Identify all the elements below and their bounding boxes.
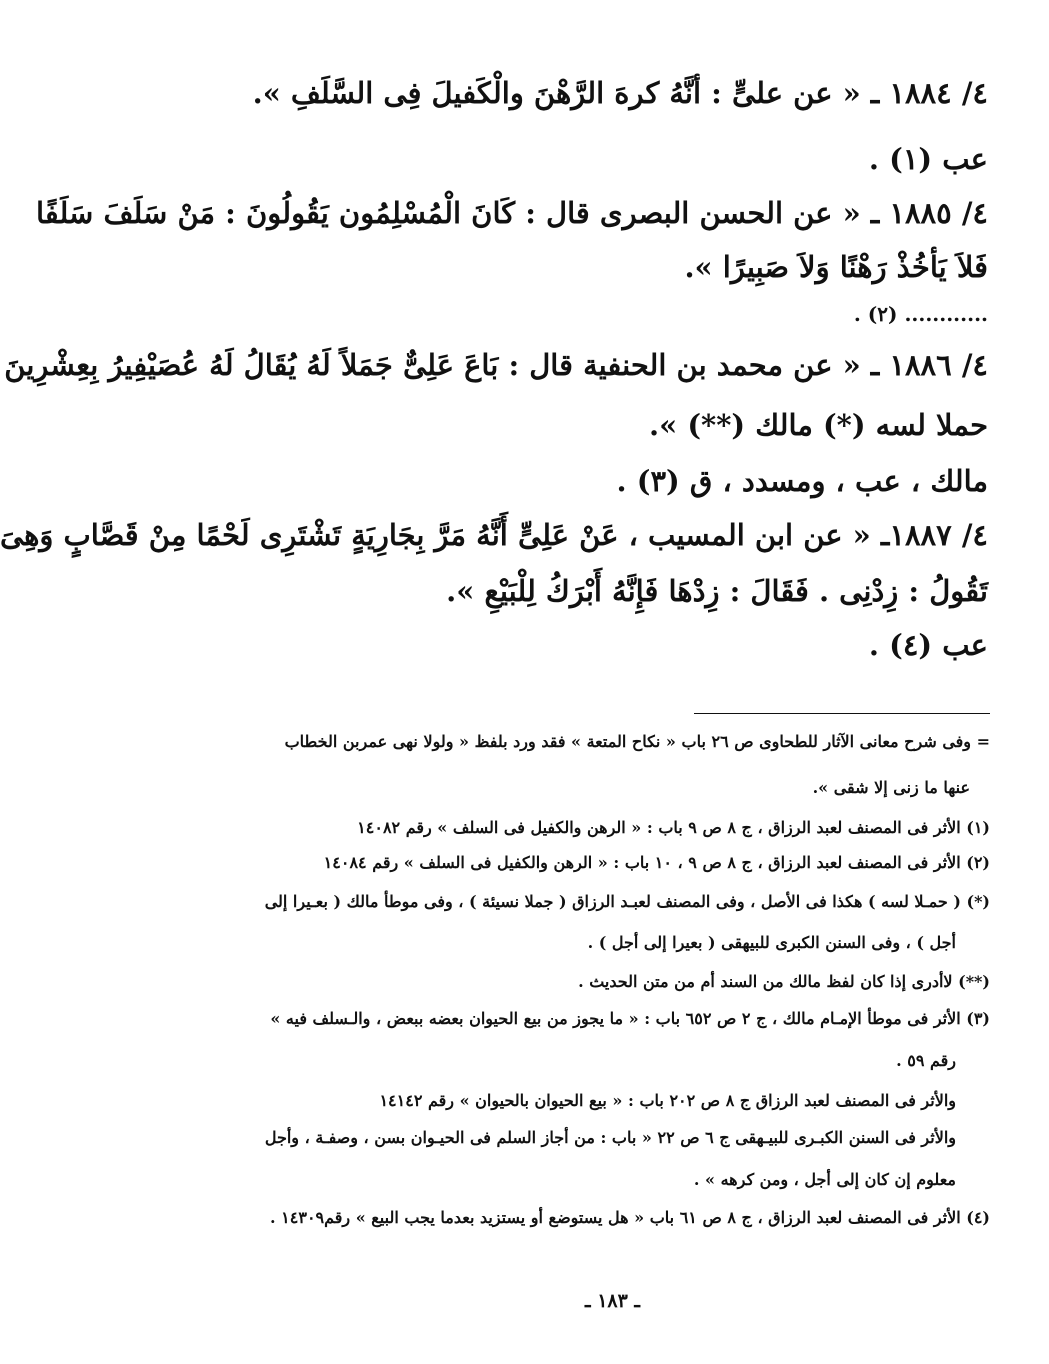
source-1886: مالك ، عب ، ومسدد ، ق (٣) . (616, 464, 988, 498)
footnote-4: (٤) الأثر فى المصنف لعبد الرزاق ، ج ٨ ص ٦١ باب « هل يستوضع أو يستزيد بعدما يجب البيع » رقم١٤٣٠٩ . (270, 1208, 990, 1227)
hadith-1885-line-1: ٤/ ١٨٨٥ ـ « عن الحسن البصرى قال : كَانَ الْمُسْلِمُون يَقُولُونَ : مَنْ سَلَفَ سَلَفًا (35, 196, 988, 230)
footnote-3-line-5: معلوم إن كان إلى أجل ، ومن كرهه » . (693, 1170, 956, 1189)
hadith-1885-line-2: فَلاَ يَأخُذْ رَهْنًا وَلاَ صَبِيرًا ». (684, 250, 988, 284)
source-1885: ............ (٢) . (853, 302, 988, 326)
footnote-separator (694, 713, 990, 714)
footnote-double-star: (**) لاأدرى إذا كان لفظ مالك من السند أم من متن الحديث . (578, 972, 990, 991)
page-number: ـ ١٨٣ ـ (585, 1290, 640, 1312)
footnote-3-line-1: (٣) الأثر فى موطأ الإمـام مالك ، ج ٢ ص ٦٥٢ باب : « ما يجوز من بيع الحيوان بعضه ببعض ، والـسلف فيه » (270, 1009, 990, 1028)
footnote-continued-line-2: عنها ما زنى إلا شقى ». (812, 778, 970, 797)
footnote-1: (١) الأثر فى المصنف لعبد الرزاق ، ج ٨ ص ٩ باب : « الرهن والكفيل فى السلف » رقم ١٤٠٨٢ (357, 818, 990, 837)
footnote-3-line-2: رقم ٥٩ . (896, 1051, 956, 1070)
footnote-continued-line-1: = وفى شرح معانى الآثار للطحاوى ص ٢٦ باب « نكاح المتعة » فقد ورد بلفظ « ولولا نهى عمربن الخطاب (284, 732, 990, 751)
hadith-1886-line-1: ٤/ ١٨٨٦ ـ « عن محمد بن الحنفية قال : بَاعَ عَلِىٌّ جَمَلاً لَهُ يُقَالُ لَهُ عُصَيْفِيرُ بِعِشْرِينَ (4, 348, 988, 382)
hadith-1886-line-2: حملا لسه (*) مالك (**) ». (649, 408, 988, 442)
footnote-3-line-3: والأثر فى المصنف لعبد الرزاق ج ٨ ص ٢٠٢ باب : « بيع الحيوان بالحيوان » رقم ١٤١٤٢ (379, 1091, 956, 1110)
hadith-1884: ٤/ ١٨٨٤ ـ « عن علىٍّ : أنَّهُ كرهَ الرَّهْنَ والْكَفيلَ فِى السَّلَفِ ». (252, 76, 988, 110)
source-1887: عب (٤) . (868, 628, 988, 662)
footnote-star-line-2: أجل ) ، وفى السنن الكبرى للبيهقى ( بعيرا إلى أجل ) . (587, 933, 956, 952)
hadith-1887-line-2: تَقُولُ : زِدْنِى . فَقَالَ : زِدْهَا فَإِنَّهُ أَبْرَكُ لِلْبَيْعِ ». (446, 574, 988, 608)
footnote-2: (٢) الأثر فى المصنف لعبد الرزاق ، ج ٨ ص ٩ ، ١٠ باب : « الرهن والكفيل فى السلف » رقم ١٤٠٨٤ (323, 853, 990, 872)
footnote-3-line-4: والأثر فى السنن الكبـرى للبيـهقى ج ٦ ص ٢٢ « باب : من أجاز السلم فى الحيـوان بسن ، وصفـة ، وأجل (264, 1128, 956, 1147)
source-1884: عب (١) . (868, 142, 988, 176)
footnote-star-line-1: (*) ( حمـلا لسه ) هكذا فى الأصل ، وفى المصنف لعبـد الرزاق ( جملا نسيئة ) ، وفى موطأ مالك ( بعـيرا إلى (264, 892, 990, 911)
hadith-1887-line-1: ٤/ ١٨٨٧ـ « عن ابن المسيب ، عَنْ عَلِىٍّ أَنَّهُ مَرَّ بِجَارِيَةٍ تَشْتَرِى لَحْمًا مِنْ قَصَّابٍ وَهِىَ (0, 518, 988, 552)
